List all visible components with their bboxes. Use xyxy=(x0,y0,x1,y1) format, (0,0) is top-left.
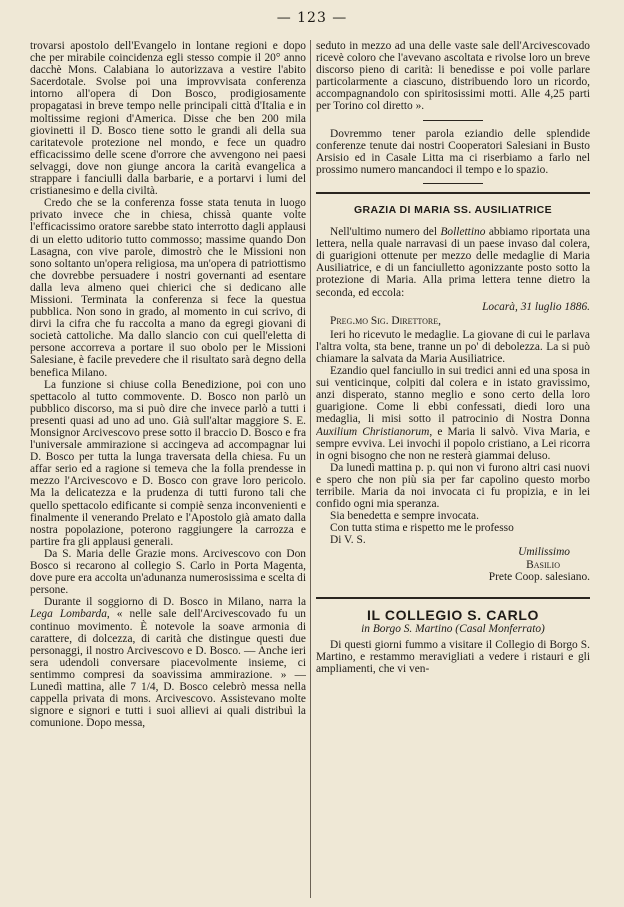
paragraph: Di V. S. xyxy=(330,534,366,547)
paragraph: Ieri ho ricevuto le medaglie. La giovane di cui le parlava l'altra volta, sta bene, tranne un po' di debolezza. La si può chiamare la salvata da Maria Ausiliatrice. xyxy=(316,328,590,365)
section-subtitle: in Borgo S. Martino (Casal Monferrato) xyxy=(361,622,545,635)
paragraph: Credo che se la conferenza fosse stata tenuta in luogo privato invece che in chiesa, chissà quante volte l'efficacissimo oratore sarebbe stato interrotto dagli applausi di un eletto uditorio tutto commosso; massime quando Don Lasagna, con vive parole, dimostrò che le Missioni non sono soltanto un'opera religiosa, ma un'opera di patriottismo che dovrebbe persuadere i nostri governanti ad esentare dalla leva almeno quei chierici che si dedicano alle Missioni. Terminata la conferenza si fece la questua pubblica. Non sono in grado, al momento in cui scrivo, di dirvi la cifra che fu raccolta a mano da egregi giovani di società cattoliche. Ma dallo slancio con cui quell'eletta di persone accorreva a portare il suo obolo per le Missioni Salesiane, è facile prevedere che il risultato sarà degno della benefica Milano. xyxy=(30,197,306,379)
publication-name: Bollettino xyxy=(440,226,486,239)
column-divider xyxy=(310,40,311,898)
paragraph: Da lunedì mattina p. p. qui non vi furono altri casi nuovi e spero che non più sia per far capolino questo morbo terribile. Maria da noi invocata ci fu propizia, e in lei confido ogni mia speranza. xyxy=(316,461,590,511)
letter-salutation: Preg.mo Sig. Direttore, xyxy=(330,314,441,327)
text-run: Durante il soggiorno di D. Bosco in Milano, narra la xyxy=(44,596,306,609)
letter-closing: Umilissimo xyxy=(518,546,570,559)
letter-signature: Basilio xyxy=(526,558,560,571)
section-rule xyxy=(316,597,590,599)
paragraph: Con tutta stima e rispetto me le professo xyxy=(330,522,514,535)
text-run: , e Maria li salvò. Viva Maria, e sempre evviva. Lei invochi il popolo cristiano, a Lei ricorra in ogni bisogno che non ne resterà giammai deluso. xyxy=(316,425,590,462)
paragraph xyxy=(30,596,306,729)
text-run: abbiamo riportata una lettera, nella quale narravasi di un paese invaso dal colera, di guarigioni ottenute per mezzo delle medaglie di Maria Ausiliatrice, e di un fanciulletto agonizzante posto sotto la protezione di Maria. Alla prima lettera tenne dietro la seconda, ed eccola: xyxy=(316,226,590,299)
paragraph: Dovremmo tener parola eziandio delle splendide conferenze tenute dai nostri Cooperatori Salesiani in Busto Arsisio ed in Casale Litta ma ci riserbiamo a farlo nel prossimo numero mancandoci il tempo e lo spazio. xyxy=(316,127,590,176)
latin-phrase: Auxilium Christianorum xyxy=(316,425,430,438)
section-rule xyxy=(316,192,590,194)
short-rule xyxy=(423,120,483,121)
paragraph: seduto in mezzo ad una delle vaste sale dell'Arcivescovado ricevè coloro che l'avevano ascoltata e rivolse loro un breve discorso pieno di carità: li benedisse e poi volle parlare particolarmente a ciascuno, distribuendo loro un ricordo, accompagnandolo con spiritosissimi motti. Alle 4,25 parti per Torino col diretto ». xyxy=(316,40,590,113)
letter-date: Locarà, 31 luglio 1886. xyxy=(482,300,590,313)
paragraph xyxy=(316,365,590,462)
newspaper-name: Lega Lombarda xyxy=(30,608,107,621)
text-run: , « nelle sale dell'Arcivescovado fu un continuo movimento. È notevole la soave armonia di carattere, di dolcezza, di carità che distingue questi due personaggi, il nostro Arcivescovo e D. Bosco. — Anche ieri sera udendoli conversare piacevolmente insieme, ci sentimmo compresi da soavissima ammirazione. » — Lunedì mattina, alle 7 1/4, D. Bosco celebrò messa nella cappella privata di mons. Arcivescovo. Assistevano molte signore e signori e tutti i suoi allievi ai quali distribuì la comunione. Dopo messa, xyxy=(30,608,306,730)
right-column xyxy=(316,40,590,900)
section-title-grazia: GRAZIA DI MARIA SS. AUSILIATRICE xyxy=(353,203,553,216)
paragraph xyxy=(316,226,590,299)
letter-signature-role: Prete Coop. salesiano. xyxy=(488,570,590,583)
paragraph: trovarsi apostolo dell'Evangelo in lontane regioni e dopo che per mirabile coincidenza egli stesso compie il 20° anno dacchè Mons. Calabiana lo autorizzava a vestire l'abito Sacerdotale. Svolse poi una improvvisata conferenza intorno all'opera di Don Bosco, prodigiosamente propagatasi in breve tempo nelle principali città d'Italia e in moltissime regioni d'America. Disse che ben 200 mila giovinetti il D. Bosco tiene sotto le grandi ali della sua caritatevole protezione nel mondo, e fece un quadro efficacissimo delle scene d'orrore che avvengono nei paesi selvaggi, dove non giunge ancora la carità evangelica a strappare i fanciulli dalla barbarie, e a portarvi i lumi del cristianesimo e della civiltà. xyxy=(30,40,306,198)
paragraph: Di questi giorni fummo a visitare il Collegio di Borgo S. Martino, e restammo meravigliati a vedere i ristauri e gli ampliamenti, che vi ven- xyxy=(316,638,590,676)
paragraph: La funzione si chiuse colla Benedizione, poi con uno spettacolo al tutto commovente. D. Bosco non parlò un pubblico discorso, ma si può dire che invece parlò a tutti i presenti quasi ad uno ad uno. Già sull'altar maggiore S. E. Monsignor Arcivescovo prese sotto il braccio D. Bosco e fra l'universale ammirazione si accingeva ad accompagnar lui D. Bosco per tutta la lunga traversata della chiesa. Fu un affar serio ed a ragione si temeva che la folla prendesse in mezzo l'Arcivescovo e D. Bosco con grave loro pericolo. Ma la delicatezza e la prudenza di tutti furono tali che quello spettacolo edificante si compiè senza inconvenienti e finalmente il venerando Prelato e l'Apostolo già amato dalla nostra popolazione, poterono raggiungere la carrozza e partire fra gli applausi generali. xyxy=(30,378,306,548)
short-rule xyxy=(423,183,483,184)
text-run: Nell'ultimo numero del xyxy=(330,226,441,239)
left-column xyxy=(30,40,306,900)
paragraph: Da S. Maria delle Grazie mons. Arcivescovo con Don Bosco si recarono al collegio S. Carlo in Porta Magenta, dove pure era accolta un'adunanza numerosissima e scelta di persone. xyxy=(30,547,306,597)
section-title-collegio: IL COLLEGIO S. CARLO xyxy=(367,606,539,623)
text-run: Ezandio quel fanciullo in sui tredici anni ed una sposa in sui venticinque, colpiti dal colera e in istato gravissimo, anzi disperato, stanno meglio e sono certo della loro guarigione. Come li ebbi confessati, diedi loro una medaglia, li misi sotto il patrocinio di Nostra Donna xyxy=(316,365,590,426)
paragraph: Sia benedetta e sempre invocata. xyxy=(330,510,479,523)
page-number: — 123 — xyxy=(276,10,348,26)
